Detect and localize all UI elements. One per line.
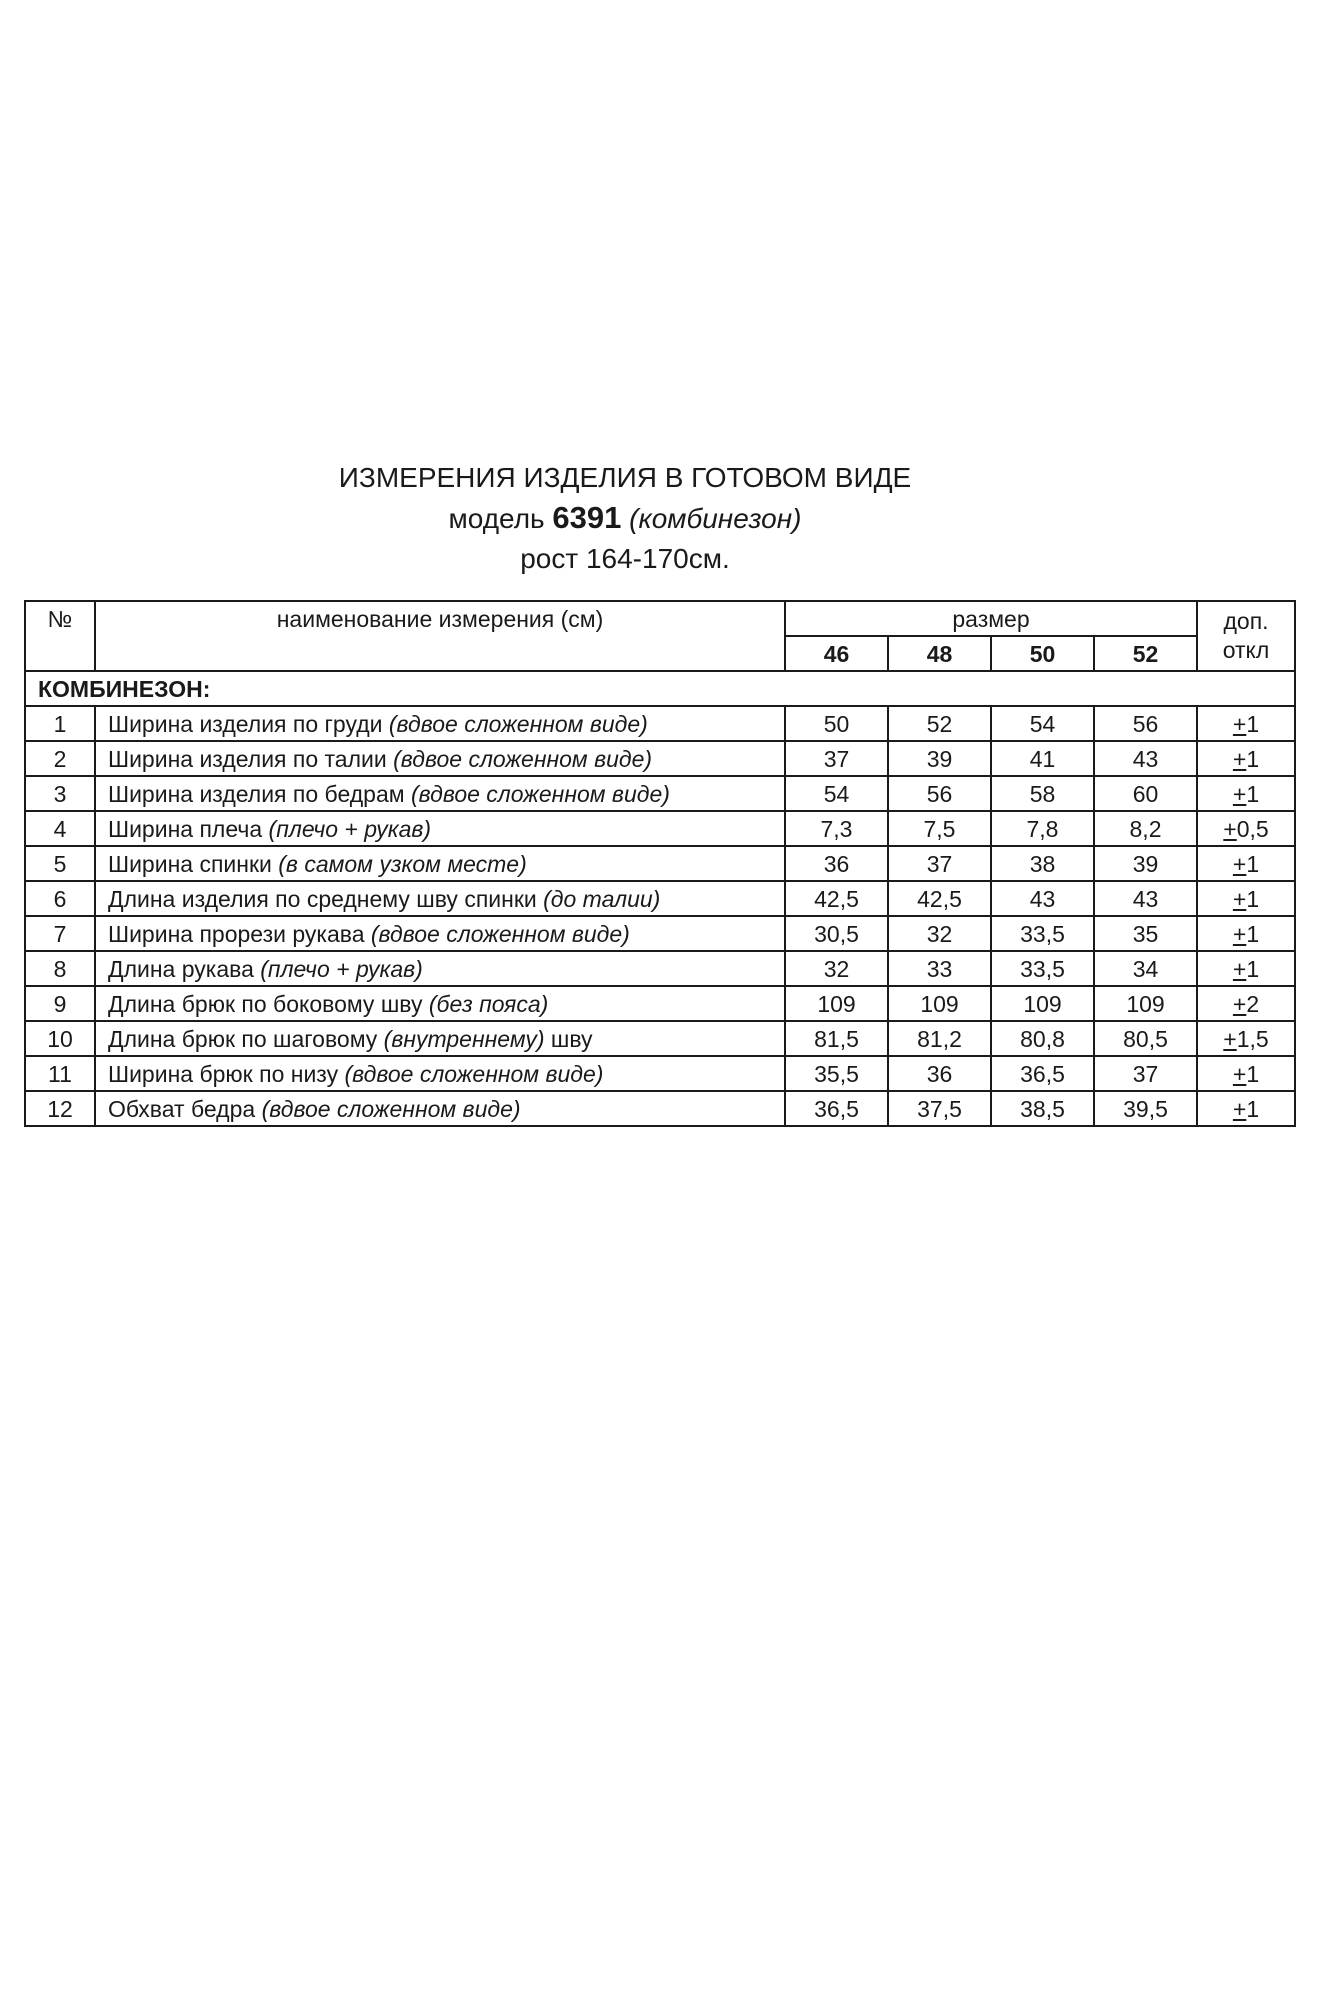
tolerance-number: 1: [1246, 920, 1260, 947]
size-value-50: 58: [991, 776, 1094, 811]
tolerance-value: [1197, 706, 1295, 741]
plus-minus-sign: +: [1232, 885, 1247, 912]
size-value-50: 33,5: [991, 916, 1094, 951]
size-48: 48: [888, 636, 991, 671]
size-value-52: 80,5: [1094, 1021, 1197, 1056]
header-name: наименование измерения (см): [95, 601, 785, 671]
measurement-note: (без пояса): [428, 990, 549, 1017]
measurement-note: (вдвое сложенном виде): [410, 780, 670, 807]
plus-minus-sign: +: [1232, 780, 1247, 807]
measurement-label: Обхват бедра: [108, 1095, 256, 1122]
size-value-52: 34: [1094, 951, 1197, 986]
tolerance-number: 1: [1246, 955, 1260, 982]
row-number: 4: [25, 811, 95, 846]
table-row: [25, 951, 1295, 986]
tolerance-value: [1197, 881, 1295, 916]
measurement-name: [95, 776, 785, 811]
size-52: 52: [1094, 636, 1197, 671]
size-value-46: 37: [785, 741, 888, 776]
size-value-48: 39: [888, 741, 991, 776]
size-value-48: 32: [888, 916, 991, 951]
measurement-name: [95, 1021, 785, 1056]
measurement-label: Ширина спинки: [108, 850, 272, 877]
measurement-note: (вдвое сложенном виде): [261, 1095, 521, 1122]
size-value-50: 7,8: [991, 811, 1094, 846]
table-header: [25, 601, 1295, 671]
measurement-name: [95, 811, 785, 846]
measurement-label: Ширина изделия по бедрам: [108, 780, 405, 807]
measurement-note: (вдвое сложенном виде): [388, 710, 648, 737]
tolerance-value: [1197, 776, 1295, 811]
height-line: рост 164-170см.: [520, 543, 730, 574]
table-row: [25, 811, 1295, 846]
size-value-48: 52: [888, 706, 991, 741]
measurement-note: (до талии): [543, 885, 661, 912]
size-value-46: 81,5: [785, 1021, 888, 1056]
row-number: 10: [25, 1021, 95, 1056]
tolerance-number: 1: [1246, 1060, 1260, 1087]
header-tolerance-line2: откл: [1222, 637, 1270, 663]
table-row: [25, 1091, 1295, 1126]
measurement-label: Ширина прорези рукава: [108, 920, 365, 947]
size-value-48: 37: [888, 846, 991, 881]
tolerance-number: 2: [1246, 990, 1260, 1017]
table-row: [25, 1021, 1295, 1056]
document-title: ИЗМЕРЕНИЯ ИЗДЕЛИЯ В ГОТОВОМ ВИДЕ: [338, 462, 912, 493]
measurement-label: Длина изделия по среднему шву спинки: [108, 885, 537, 912]
measurement-label: Длина рукава: [108, 955, 254, 982]
measurements-table: [24, 600, 1296, 1127]
measurement-label: Ширина брюк по низу: [108, 1060, 339, 1087]
size-value-46: 42,5: [785, 881, 888, 916]
size-value-52: 39,5: [1094, 1091, 1197, 1126]
measurement-label: Длина брюк по боковому шву: [108, 990, 423, 1017]
measurement-note: (вдвое сложенном виде): [393, 745, 653, 772]
size-value-52: 43: [1094, 881, 1197, 916]
size-value-50: 33,5: [991, 951, 1094, 986]
measurement-name: [95, 951, 785, 986]
plus-minus-sign: +: [1223, 815, 1237, 842]
tolerance-value: [1197, 811, 1295, 846]
table-row: [25, 776, 1295, 811]
measurement-name: [95, 916, 785, 951]
model-type: (комбинезон): [629, 503, 802, 534]
table-row: [25, 1056, 1295, 1091]
table-row: [25, 881, 1295, 916]
size-value-50: 38,5: [991, 1091, 1094, 1126]
size-value-48: 36: [888, 1056, 991, 1091]
plus-minus-sign: +: [1232, 920, 1247, 947]
row-number: 9: [25, 986, 95, 1021]
table-row: [25, 706, 1295, 741]
table-row: [25, 846, 1295, 881]
tolerance-value: [1197, 986, 1295, 1021]
measurement-name: [95, 706, 785, 741]
size-value-48: 109: [888, 986, 991, 1021]
tolerance-number: 1: [1246, 710, 1260, 737]
size-value-46: 30,5: [785, 916, 888, 951]
size-value-50: 109: [991, 986, 1094, 1021]
row-number: 1: [25, 706, 95, 741]
size-value-46: 7,3: [785, 811, 888, 846]
tolerance-value: [1197, 1056, 1295, 1091]
tolerance-number: 1,5: [1236, 1025, 1269, 1052]
measurement-suffix: шву: [550, 1025, 593, 1052]
header-tolerance-line1: доп.: [1223, 608, 1269, 634]
header-tolerance: [1197, 601, 1295, 671]
measurement-label: Ширина изделия по талии: [108, 745, 387, 772]
measurement-name: [95, 1056, 785, 1091]
size-value-48: 7,5: [888, 811, 991, 846]
section-row: [25, 671, 1295, 706]
measurement-note: (в самом узком месте): [278, 850, 527, 877]
plus-minus-sign: +: [1232, 710, 1247, 737]
size-value-50: 38: [991, 846, 1094, 881]
row-number: 2: [25, 741, 95, 776]
size-value-52: 35: [1094, 916, 1197, 951]
size-value-46: 32: [785, 951, 888, 986]
size-value-52: 56: [1094, 706, 1197, 741]
row-number: 8: [25, 951, 95, 986]
tolerance-number: 1: [1246, 850, 1260, 877]
row-number: 5: [25, 846, 95, 881]
measurement-note: (внутреннему): [383, 1025, 545, 1052]
table-row: [25, 916, 1295, 951]
measurement-label: Ширина изделия по груди: [108, 710, 383, 737]
plus-minus-sign: +: [1232, 955, 1247, 982]
model-line: [0, 498, 1250, 539]
size-value-46: 109: [785, 986, 888, 1021]
row-number: 7: [25, 916, 95, 951]
row-number: 12: [25, 1091, 95, 1126]
size-value-50: 36,5: [991, 1056, 1094, 1091]
size-value-52: 39: [1094, 846, 1197, 881]
section-label: КОМБИНЕЗОН:: [25, 671, 1295, 706]
measurement-note: (плечо + рукав): [268, 815, 432, 842]
measurement-name: [95, 846, 785, 881]
plus-minus-sign: +: [1232, 990, 1247, 1017]
measurement-note: (вдвое сложенном виде): [344, 1060, 604, 1087]
size-value-46: 54: [785, 776, 888, 811]
size-value-50: 80,8: [991, 1021, 1094, 1056]
tolerance-value: [1197, 951, 1295, 986]
measurement-note: (вдвое сложенном виде): [370, 920, 630, 947]
measurement-label: Ширина плеча: [108, 815, 263, 842]
plus-minus-sign: +: [1232, 850, 1247, 877]
measurement-name: [95, 986, 785, 1021]
tolerance-number: 1: [1246, 780, 1260, 807]
table-row: [25, 741, 1295, 776]
size-value-50: 41: [991, 741, 1094, 776]
row-number: 3: [25, 776, 95, 811]
tolerance-value: [1197, 916, 1295, 951]
size-value-48: 37,5: [888, 1091, 991, 1126]
header-size: размер: [785, 601, 1197, 636]
size-value-50: 43: [991, 881, 1094, 916]
size-value-46: 35,5: [785, 1056, 888, 1091]
plus-minus-sign: +: [1232, 1095, 1247, 1122]
measurement-name: [95, 1091, 785, 1126]
table-body: [25, 671, 1295, 1126]
tolerance-number: 0,5: [1236, 815, 1269, 842]
size-value-50: 54: [991, 706, 1094, 741]
size-value-48: 56: [888, 776, 991, 811]
tolerance-number: 1: [1246, 885, 1260, 912]
tolerance-value: [1197, 846, 1295, 881]
measurement-name: [95, 741, 785, 776]
tolerance-value: [1197, 1021, 1295, 1056]
size-value-48: 33: [888, 951, 991, 986]
tolerance-value: [1197, 1091, 1295, 1126]
tolerance-number: 1: [1246, 1095, 1260, 1122]
measurement-note: (плечо + рукав): [260, 955, 423, 982]
measurement-name: [95, 881, 785, 916]
size-50: 50: [991, 636, 1094, 671]
measurement-label: Длина брюк по шаговому: [108, 1025, 378, 1052]
document-header: [0, 458, 1250, 579]
header-num: №: [25, 601, 95, 671]
size-value-52: 37: [1094, 1056, 1197, 1091]
size-value-48: 81,2: [888, 1021, 991, 1056]
row-number: 6: [25, 881, 95, 916]
table-row: [25, 986, 1295, 1021]
size-value-52: 8,2: [1094, 811, 1197, 846]
size-value-46: 36: [785, 846, 888, 881]
tolerance-value: [1197, 741, 1295, 776]
size-value-52: 60: [1094, 776, 1197, 811]
plus-minus-sign: +: [1223, 1025, 1237, 1052]
size-value-46: 50: [785, 706, 888, 741]
size-value-52: 109: [1094, 986, 1197, 1021]
plus-minus-sign: +: [1232, 1060, 1247, 1087]
tolerance-number: 1: [1246, 745, 1260, 772]
row-number: 11: [25, 1056, 95, 1091]
size-value-52: 43: [1094, 741, 1197, 776]
plus-minus-sign: +: [1232, 745, 1247, 772]
size-value-48: 42,5: [888, 881, 991, 916]
model-prefix: модель: [448, 503, 545, 534]
model-number: 6391: [552, 500, 622, 535]
size-value-46: 36,5: [785, 1091, 888, 1126]
header-row-top: [25, 601, 1295, 636]
size-46: 46: [785, 636, 888, 671]
